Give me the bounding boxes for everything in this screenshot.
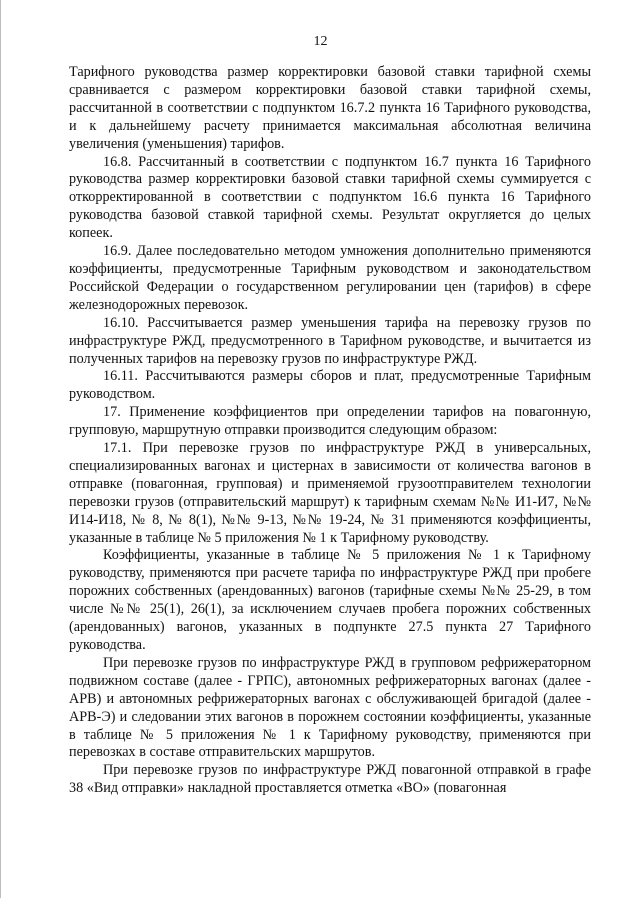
document-body <box>69 64 591 798</box>
paragraph-continuation: Тарифного руководства размер корректировки базовой ставки тарифной схемы сравнивается с размером корректировки базовой ставки тарифной схемы, рассчитанной в соответствии с подпунктом 16.7.2 пункта 16 Тарифного руководства, и к дальнейшему расчету принимается максимальная абсолютная величина увеличения (уменьшения) тарифов. <box>69 64 591 152</box>
paragraph-refrigerated: При перевозке грузов по инфраструктуре РЖД в групповом рефрижераторном подвижном составе (далее - ГРПС), автономных рефрижераторных вагонах (далее - АРВ) и автономных рефрижераторных вагонах с обслуживающей бригадой (далее - АРВ-Э) и следовании этих вагонов в порожнем состоянии коэффициенты, указанные в таблице № 5 приложения № 1 к Тарифному руководству, применяются при перевозках в составе отправительских маршрутов. <box>69 654 591 761</box>
paragraph-16-9: 16.9. Далее последовательно методом умножения дополнительно применяются коэффициенты, предусмотренные Тарифным руководством и законодательством Российской Федерации о государственном регулировании цен (тарифов) в сфере железнодорожных перевозок. <box>69 243 591 313</box>
paragraph-17-1: 17.1. При перевозке грузов по инфраструктуре РЖД в универсальных, специализированных вагонах и цистернах в зависимости от количества вагонов в отправке (повагонная, групповая) и применяемой грузоотправителем технологии перевозки грузов (отправительский маршрут) к тарифным схемам №№ И1-И7, №№ И14-И18, № 8, № 8(1), №№ 9-13, №№ 19-24, № 31 применяются коэффициенты, указанные в таблице № 5 приложения № 1 к Тарифному руководству. <box>69 440 591 546</box>
paragraph-16-11: 16.11. Рассчитываются размеры сборов и плат, предусмотренные Тарифным руководством. <box>69 368 591 403</box>
paragraph-17: 17. Применение коэффициентов при определении тарифов на повагонную, групповую, маршрутную отправки производится следующим образом: <box>69 404 591 439</box>
paragraph-wagon-dispatch: При перевозке грузов по инфраструктуре РЖД повагонной отправкой в графе 38 «Вид отправки» накладной проставляется отметка «ВО» (повагонная <box>69 762 591 797</box>
page-number: 12 <box>313 34 328 49</box>
paragraph-coefficients: Коэффициенты, указанные в таблице № 5 приложения № 1 к Тарифному руководству, применяются при расчете тарифа по инфраструктуре РЖД при пробеге порожних собственных (арендованных) вагонов (тарифные схемы №№ 25-29, в том числе №№ 25(1), 26(1), за исключением случаев пробега порожних собственных (арендованных) вагонов, указанных в подпункте 27.5 пункта 27 Тарифного руководства. <box>69 547 591 653</box>
paragraph-16-10: 16.10. Рассчитывается размер уменьшения тарифа на перевозку грузов по инфраструктуре РЖД, предусмотренного в Тарифном руководстве, и вычитается из полученных тарифов на перевозку грузов по инфраструктуре РЖД. <box>69 314 591 367</box>
paragraph-16-8: 16.8. Рассчитанный в соответствии с подпунктом 16.7 пункта 16 Тарифного руководства размер корректировки базовой ставки тарифной схемы суммируется с откорректированной в соответствии с подпунктом 16.6 пункта 16 Тарифного руководства базовой ставкой тарифной схемы. Результат округляется до целых копеек. <box>69 153 591 242</box>
